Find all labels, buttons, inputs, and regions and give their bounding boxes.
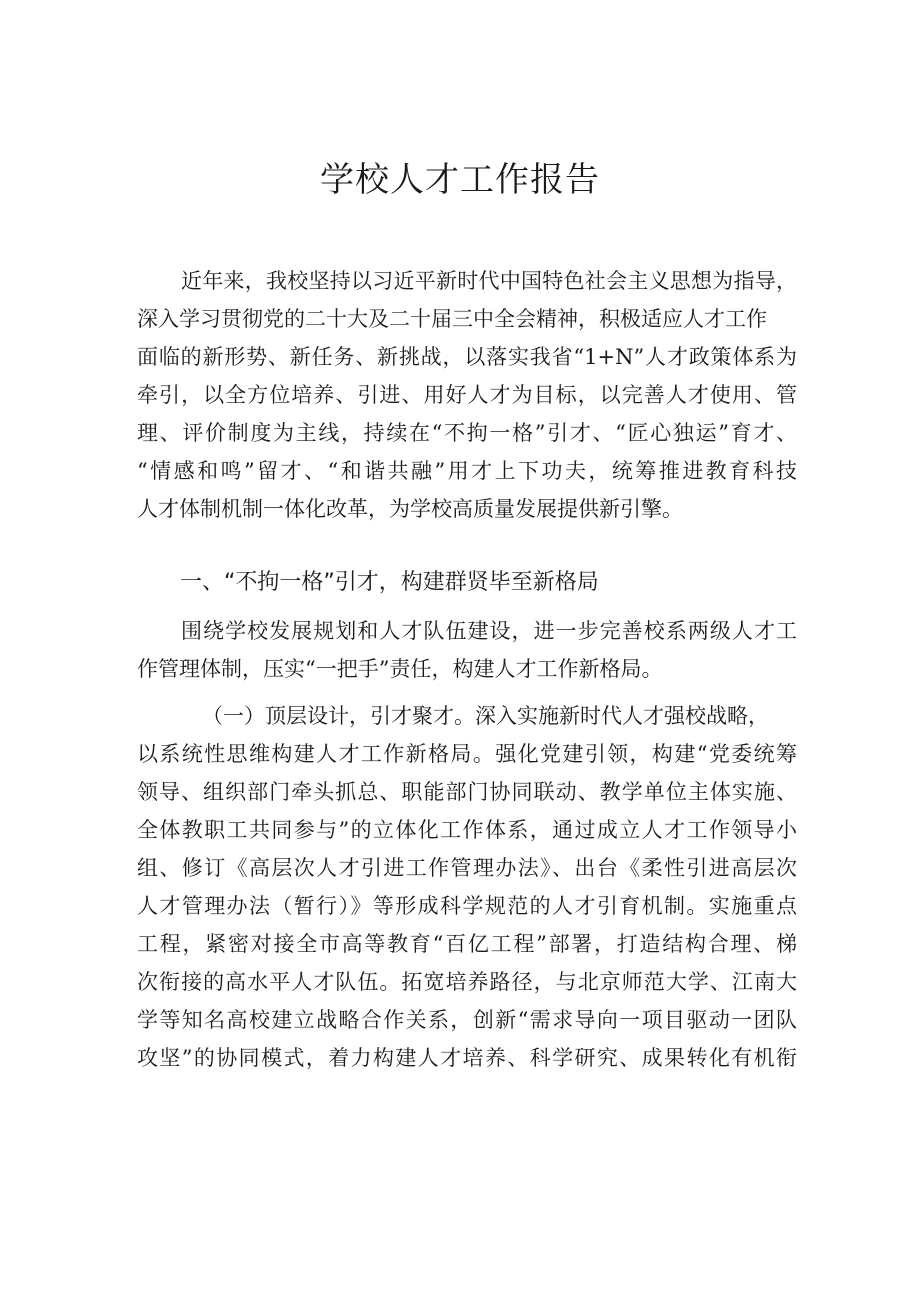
paragraph-line: 学等知名高校建立战略合作关系，创新“需求导向一项目驱动一团队 bbox=[137, 1008, 797, 1032]
document-title: 学校人才工作报告 bbox=[320, 160, 600, 200]
paragraph-line: 全体教职工共同参与”的立体化工作体系，通过成立人才工作领导小 bbox=[137, 818, 797, 842]
intro-paragraph bbox=[137, 262, 797, 528]
subsection-1-paragraph bbox=[137, 697, 797, 1077]
paragraph-line: 组、修订《高层次人才引进工作管理办法》、出台《柔性引进高层次 bbox=[137, 856, 797, 880]
paragraph-line: 围绕学校发展规划和人才队伍建设，进一步完善校系两级人才工 bbox=[181, 619, 797, 643]
paragraph-line: 以系统性思维构建人才工作新格局。强化党建引领，构建“党委统筹 bbox=[137, 742, 797, 766]
paragraph-line: 领导、组织部门牵头抓总、职能部门协同联动、教学单位主体实施、 bbox=[137, 780, 797, 804]
paragraph-line: “情感和鸣”留才、“和谐共融”用才上下功夫，统筹推进教育科技 bbox=[137, 459, 797, 483]
section-1-paragraph bbox=[137, 612, 797, 688]
paragraph-line: 牵引，以全方位培养、引进、用好人才为目标，以完善人才使用、管 bbox=[137, 383, 797, 407]
paragraph-line: 人才体制机制一体化改革，为学校高质量发展提供新引擎。 bbox=[137, 497, 683, 521]
paragraph-line: 近年来，我校坚持以习近平新时代中国特色社会主义思想为指导， bbox=[181, 269, 797, 293]
paragraph-line: 作管理体制，压实“一把手”责任，构建人才工作新格局。 bbox=[137, 657, 663, 681]
paragraph-line: 深入学习贯彻党的二十大及二十届三中全会精神，积极适应人才工作 bbox=[137, 307, 767, 331]
paragraph-line: 人才管理办法（暂行）》等形成科学规范的人才引育机制。实施重点 bbox=[137, 894, 797, 918]
paragraph-line: 工程，紧密对接全市高等教育“百亿工程”部署，打造结构合理、梯 bbox=[137, 932, 797, 956]
paragraph-line: 面临的新形势、新任务、新挑战，以落实我省“1+N”人才政策体系为 bbox=[137, 345, 797, 369]
paragraph-line: 攻坚”的协同模式，着力构建人才培养、科学研究、成果转化有机衔 bbox=[137, 1046, 797, 1070]
paragraph-line: 理、评价制度为主线，持续在“不拘一格”引才、“匠心独运”育才、 bbox=[137, 421, 797, 445]
paragraph-line: 次衔接的高水平人才队伍。拓宽培养路径，与北京师范大学、江南大 bbox=[137, 970, 797, 994]
section-heading: 一、“不拘一格”引才，构建群贤毕至新格局 bbox=[180, 570, 599, 595]
paragraph-line: （一）顶层设计，引才聚才。深入实施新时代人才强校战略， bbox=[202, 704, 769, 728]
